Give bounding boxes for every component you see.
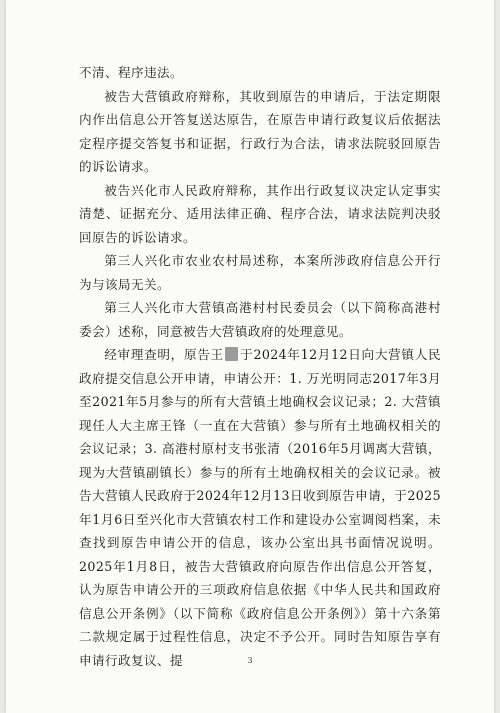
paragraph-town-government-defense: 被告大营镇政府辩称，其收到原告的申请后，于法定期限内作出信息公开答复送达原告，在原告申请行政复议后依据法定程序提交答复书和证据，行政行为合法，请求法院驳回原告的诉讼请求。 (79, 88, 441, 174)
paragraph-complaint-end: 不清、程序违法。 (79, 65, 183, 80)
page-number: 3 (247, 656, 253, 665)
paragraph-village-committee-statement: 第三人兴化市大营镇高港村村民委员会（以下简称高港村委会）述称，同意被告大营镇政府的处理意见。 (79, 300, 441, 339)
paragraph-agriculture-bureau-statement: 第三人兴化市农业农村局述称，本案所涉政府信息公开行为与该局无关。 (79, 253, 441, 292)
facts-text-before-redaction: 经审理查明，原告王 (104, 347, 224, 362)
paragraph-city-government-defense: 被告兴化市人民政府辩称，其作出行政复议决定认定事实清楚、证据充分、适用法律正确、程序合法，请求法院判决驳回原告的诉讼请求。 (79, 182, 441, 245)
name-redaction-mark (225, 347, 238, 361)
document-page (6, 0, 494, 713)
facts-text-after-redaction: 于2024年12月12日向大营镇人民政府提交信息公开申请，申请公开：1. 万光明同志2017年3月至2021年5月参与的所有大营镇土地确权会议记录；2. 大营镇现任人大主席王锋（一直在大营镇）参与所有土地确权相关的会议记录；3. 高港村原村支书张清（2016年5月调离大营镇，现为大营镇副镇长）参与的所有土地确权相关的会议记录。被告大营镇人民政府于2024年12月13日收到原告申请，于2025年1月6日至兴化市大营镇农村工作和建设办公室调阅档案，未查找到原告申请公开的信息，该办公室出具书面情况说明。2025年1月8日，被告大营镇政府向原告作出信息公开答复，认为原告申请公开的三项政府信息依据《中华人民共和国政府信息公开条例》（以下简称《政府信息公开条例》）第十六条第二款规定属于过程性信息，决定不予公开。同时告知原告享有申请行政复议、提 (79, 347, 441, 668)
document-body (79, 61, 441, 672)
paragraph-facts-found (79, 343, 441, 672)
